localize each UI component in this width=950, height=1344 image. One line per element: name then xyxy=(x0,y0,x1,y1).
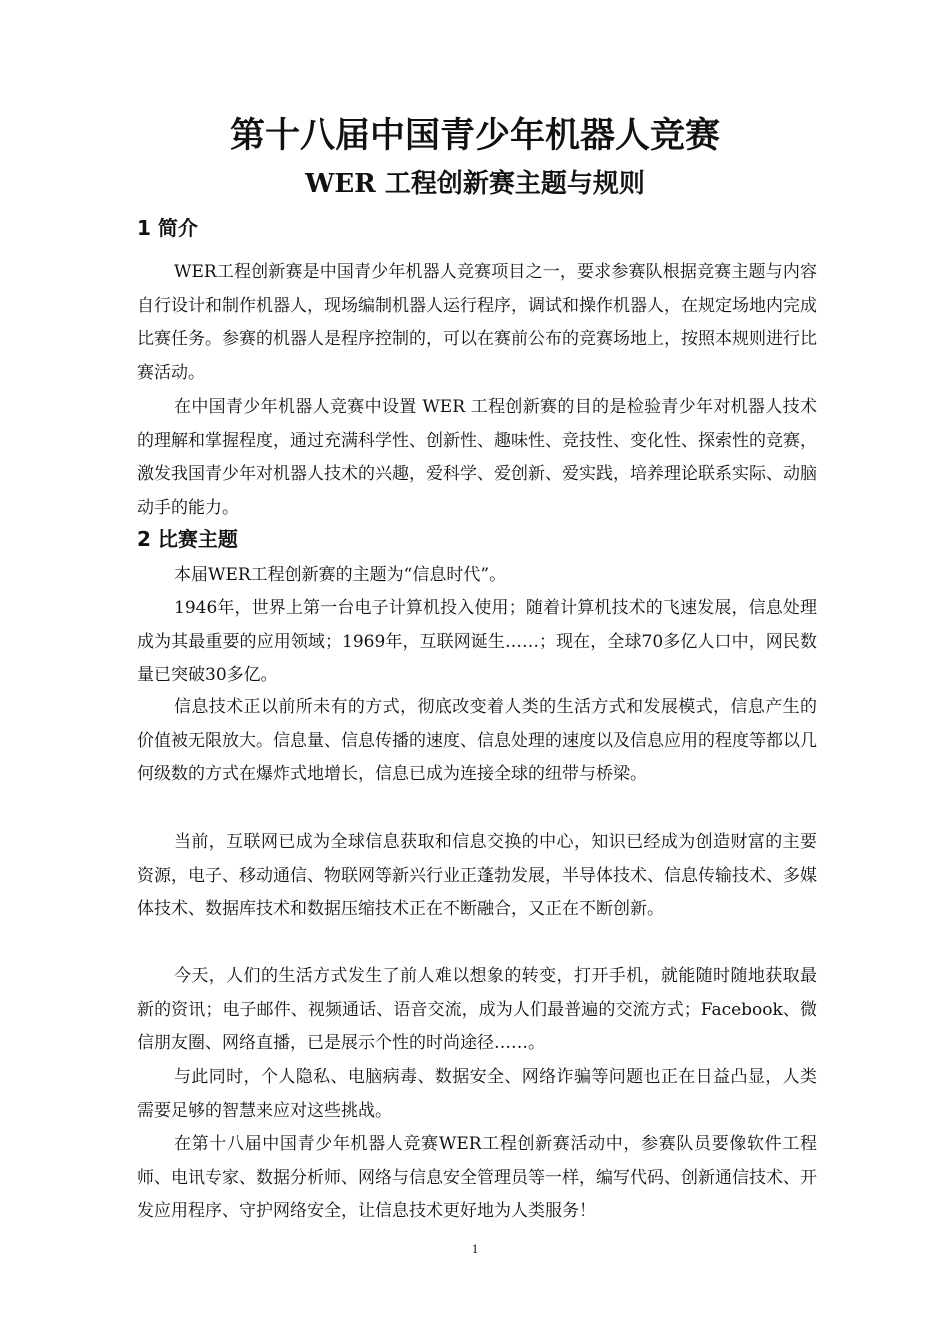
paragraph: 与此同时，个人隐私、电脑病毒、数据安全、网络诈骗等问题也正在日益凸显，人类需要足够的智慧来应对这些挑战。 xyxy=(137,1067,817,1121)
paragraph: 在第十八届中国青少年机器人竞赛WER工程创新赛活动中，参赛队员要像软件工程师、电讯专家、数据分析师、网络与信息安全管理员等一样，编写代码、创新通信技术、开发应用程序、守护网络安全，让信息技术更好地为人类服务！ xyxy=(137,1134,817,1221)
paragraph: 信息技术正以前所未有的方式，彻底改变着人类的生活方式和发展模式，信息产生的价值被无限放大。信息量、信息传播的速度、信息处理的速度以及信息应用的程度等都以几何级数的方式在爆炸式地增长，信息已成为连接全球的纽带与桥梁。 xyxy=(137,697,817,784)
document-title: 第十八届中国青少年机器人竞赛 xyxy=(229,116,720,156)
paragraph: 今天，人们的生活方式发生了前人难以想象的转变，打开手机，就能随时随地获取最新的资讯；电子邮件、视频通话、语音交流，成为人们最普遍的交流方式；Facebook、微信朋友圈、网络直播，已是展示个性的时尚途径……。 xyxy=(137,966,817,1053)
paragraph: 1946年，世界上第一台电子计算机投入使用；随着计算机技术的飞速发展，信息处理成为其最重要的应用领域；1969年，互联网诞生……；现在，全球70多亿人口中，网民数量已突破30多亿。 xyxy=(137,598,817,685)
section-heading-theme: 2 比赛主题 xyxy=(137,527,238,551)
paragraph: 在中国青少年机器人竞赛中设置 WER 工程创新赛的目的是检验青少年对机器人技术的理解和掌握程度，通过充满科学性、创新性、趣味性、竞技性、变化性、探索性的竞赛，激发我国青少年对机器人技术的兴趣，爱科学、爱创新、爱实践，培养理论联系实际、动脑动手的能力。 xyxy=(137,397,817,518)
paragraph: 本届WER工程创新赛的主题为“信息时代”。 xyxy=(174,565,507,585)
document-subtitle: WER 工程创新赛主题与规则 xyxy=(305,169,645,199)
paragraph: 当前，互联网已成为全球信息获取和信息交换的中心，知识已经成为创造财富的主要资源，电子、移动通信、物联网等新兴行业正蓬勃发展，半导体技术、信息传输技术、多媒体技术、数据库技术和数据压缩技术正在不断融合，又正在不断创新。 xyxy=(137,832,817,919)
paragraph: WER工程创新赛是中国青少年机器人竞赛项目之一，要求参赛队根据竞赛主题与内容自行设计和制作机器人，现场编制机器人运行程序，调试和操作机器人，在规定场地内完成比赛任务。参赛的机器人是程序控制的，可以在赛前公布的竞赛场地上，按照本规则进行比赛活动。 xyxy=(137,262,817,383)
page-number: 1 xyxy=(471,1241,479,1256)
section-heading-intro: 1 简介 xyxy=(137,216,198,240)
